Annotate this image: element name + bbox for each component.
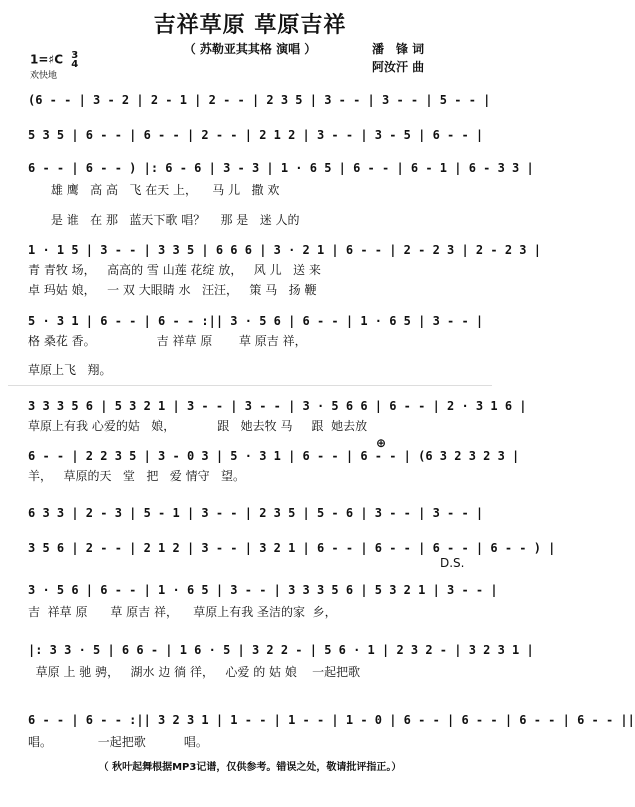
notation-line-7: 6 - - | 2 2 3 5 | 3 - 0 3 | 5 · 3 1 | 6 - - | 6 - - | (6 3 2 3 2 3 | (28, 449, 520, 463)
notation-line-5: 5 · 3 1 | 6 - - | 6 - - :|| 3 · 5 6 | 6 - - | 1 · 6 5 | 3 - - | (28, 314, 484, 328)
lyric-line-5b: 草原上飞 翔。 (28, 363, 112, 377)
section-divider (8, 385, 492, 386)
lyric-line-11: 草原 上 驰 骋， 湖水 边 徜 徉， 心爱 的 姑 娘 一起把歌 (28, 665, 361, 679)
lyric-line-3a: 雄 鹰 高 高 飞 在天 上， 马 儿 撒 欢 (28, 183, 280, 197)
notation-line-1: (6 - - | 3 - 2 | 2 - 1 | 2 - - | 2 3 5 | 3 - - | 3 - - | 5 - - | (28, 93, 491, 107)
lyric-line-4a: 青 青牧 场， 高高的 雪 山莲 花绽 放， 风 儿 送 来 (28, 263, 321, 277)
time-signature-bottom: 4 (71, 59, 79, 70)
lyric-line-7: 羊， 草原的天 堂 把 爱 情守 望。 (28, 469, 246, 483)
ds-marking: D.S. (440, 556, 465, 570)
notation-line-10: 3 · 5 6 | 6 - - | 1 · 6 5 | 3 - - | 3 3 3 5 6 | 5 3 2 1 | 3 - - | (28, 583, 498, 597)
coda-icon: ⊕ (376, 436, 387, 450)
lyric-line-12: 唱。 一起把歌 唱。 (28, 735, 208, 749)
lyric-line-6: 草原上有我 心爱的姑 娘， 跟 她去牧 马 跟 她去放 (28, 419, 368, 433)
time-signature (71, 51, 78, 69)
notation-line-3: 6 - - | 6 - - ) |: 6 - 6 | 3 - 3 | 1 · 6 5 | 6 - - | 6 - 1 | 6 - 3 3 | (28, 161, 534, 175)
lyric-line-4b: 卓 玛姑 娘， 一 双 大眼睛 水 汪汪， 策 马 扬 鞭 (28, 283, 317, 297)
key-label: 1=♯C (30, 52, 64, 67)
key-signature (30, 51, 78, 69)
transcription-footnote: （ 秋叶起舞根据MP3记谱，仅供参考。错误之处，敬请批评指正。） (98, 762, 402, 773)
notation-line-6: 3 3 3 5 6 | 5 3 2 1 | 3 - - | 3 - - | 3 · 5 6 6 | 6 - - | 2 · 3 1 6 | (28, 399, 527, 413)
performer-line: （ 苏勒亚其其格 演唱 ） (183, 42, 317, 56)
lyricist-credit: 潘 锋 词 (372, 42, 425, 56)
song-title: 吉祥草原 草原吉祥 (153, 13, 347, 38)
lyric-line-3b: 是 谁 在 那 蓝天下歌 唱？ 那 是 迷 人的 (28, 213, 300, 227)
composer-credit: 阿汝汗 曲 (372, 60, 425, 74)
lyric-line-5a: 格 桑花 香。 吉 祥草 原 草 原吉 祥， (28, 334, 307, 348)
notation-line-9: 3 5 6 | 2 - - | 2 1 2 | 3 - - | 3 2 1 | 6 - - | 6 - - | 6 - - | 6 - - ) | (28, 541, 556, 555)
notation-line-8: 6 3 3 | 2 - 3 | 5 - 1 | 3 - - | 2 3 5 | 5 - 6 | 3 - - | 3 - - | (28, 506, 484, 520)
notation-line-11: |: 3 3 · 5 | 6 6 - | 1 6 · 5 | 3 2 2 - | 5 6 · 1 | 2 3 2 - | 3 2 3 1 | (28, 643, 534, 657)
notation-line-12: 6 - - | 6 - - :|| 3 2 3 1 | 1 - - | 1 - - | 1 - 0 | 6 - - | 6 - - | 6 - - | 6 - - || (28, 713, 635, 727)
tempo-marking: 欢快地 (30, 71, 58, 81)
notation-line-4: 1 · 1 5 | 3 - - | 3 3 5 | 6 6 6 | 3 · 2 1 | 6 - - | 2 - 2 3 | 2 - 2 3 | (28, 243, 541, 257)
lyric-line-10: 吉 祥草 原 草 原吉 祥， 草原上有我 圣洁的家 乡， (28, 605, 337, 619)
notation-line-2: 5 3 5 | 6 - - | 6 - - | 2 - - | 2 1 2 | 3 - - | 3 - 5 | 6 - - | (28, 128, 484, 142)
time-signature-top: 3 (71, 50, 79, 61)
